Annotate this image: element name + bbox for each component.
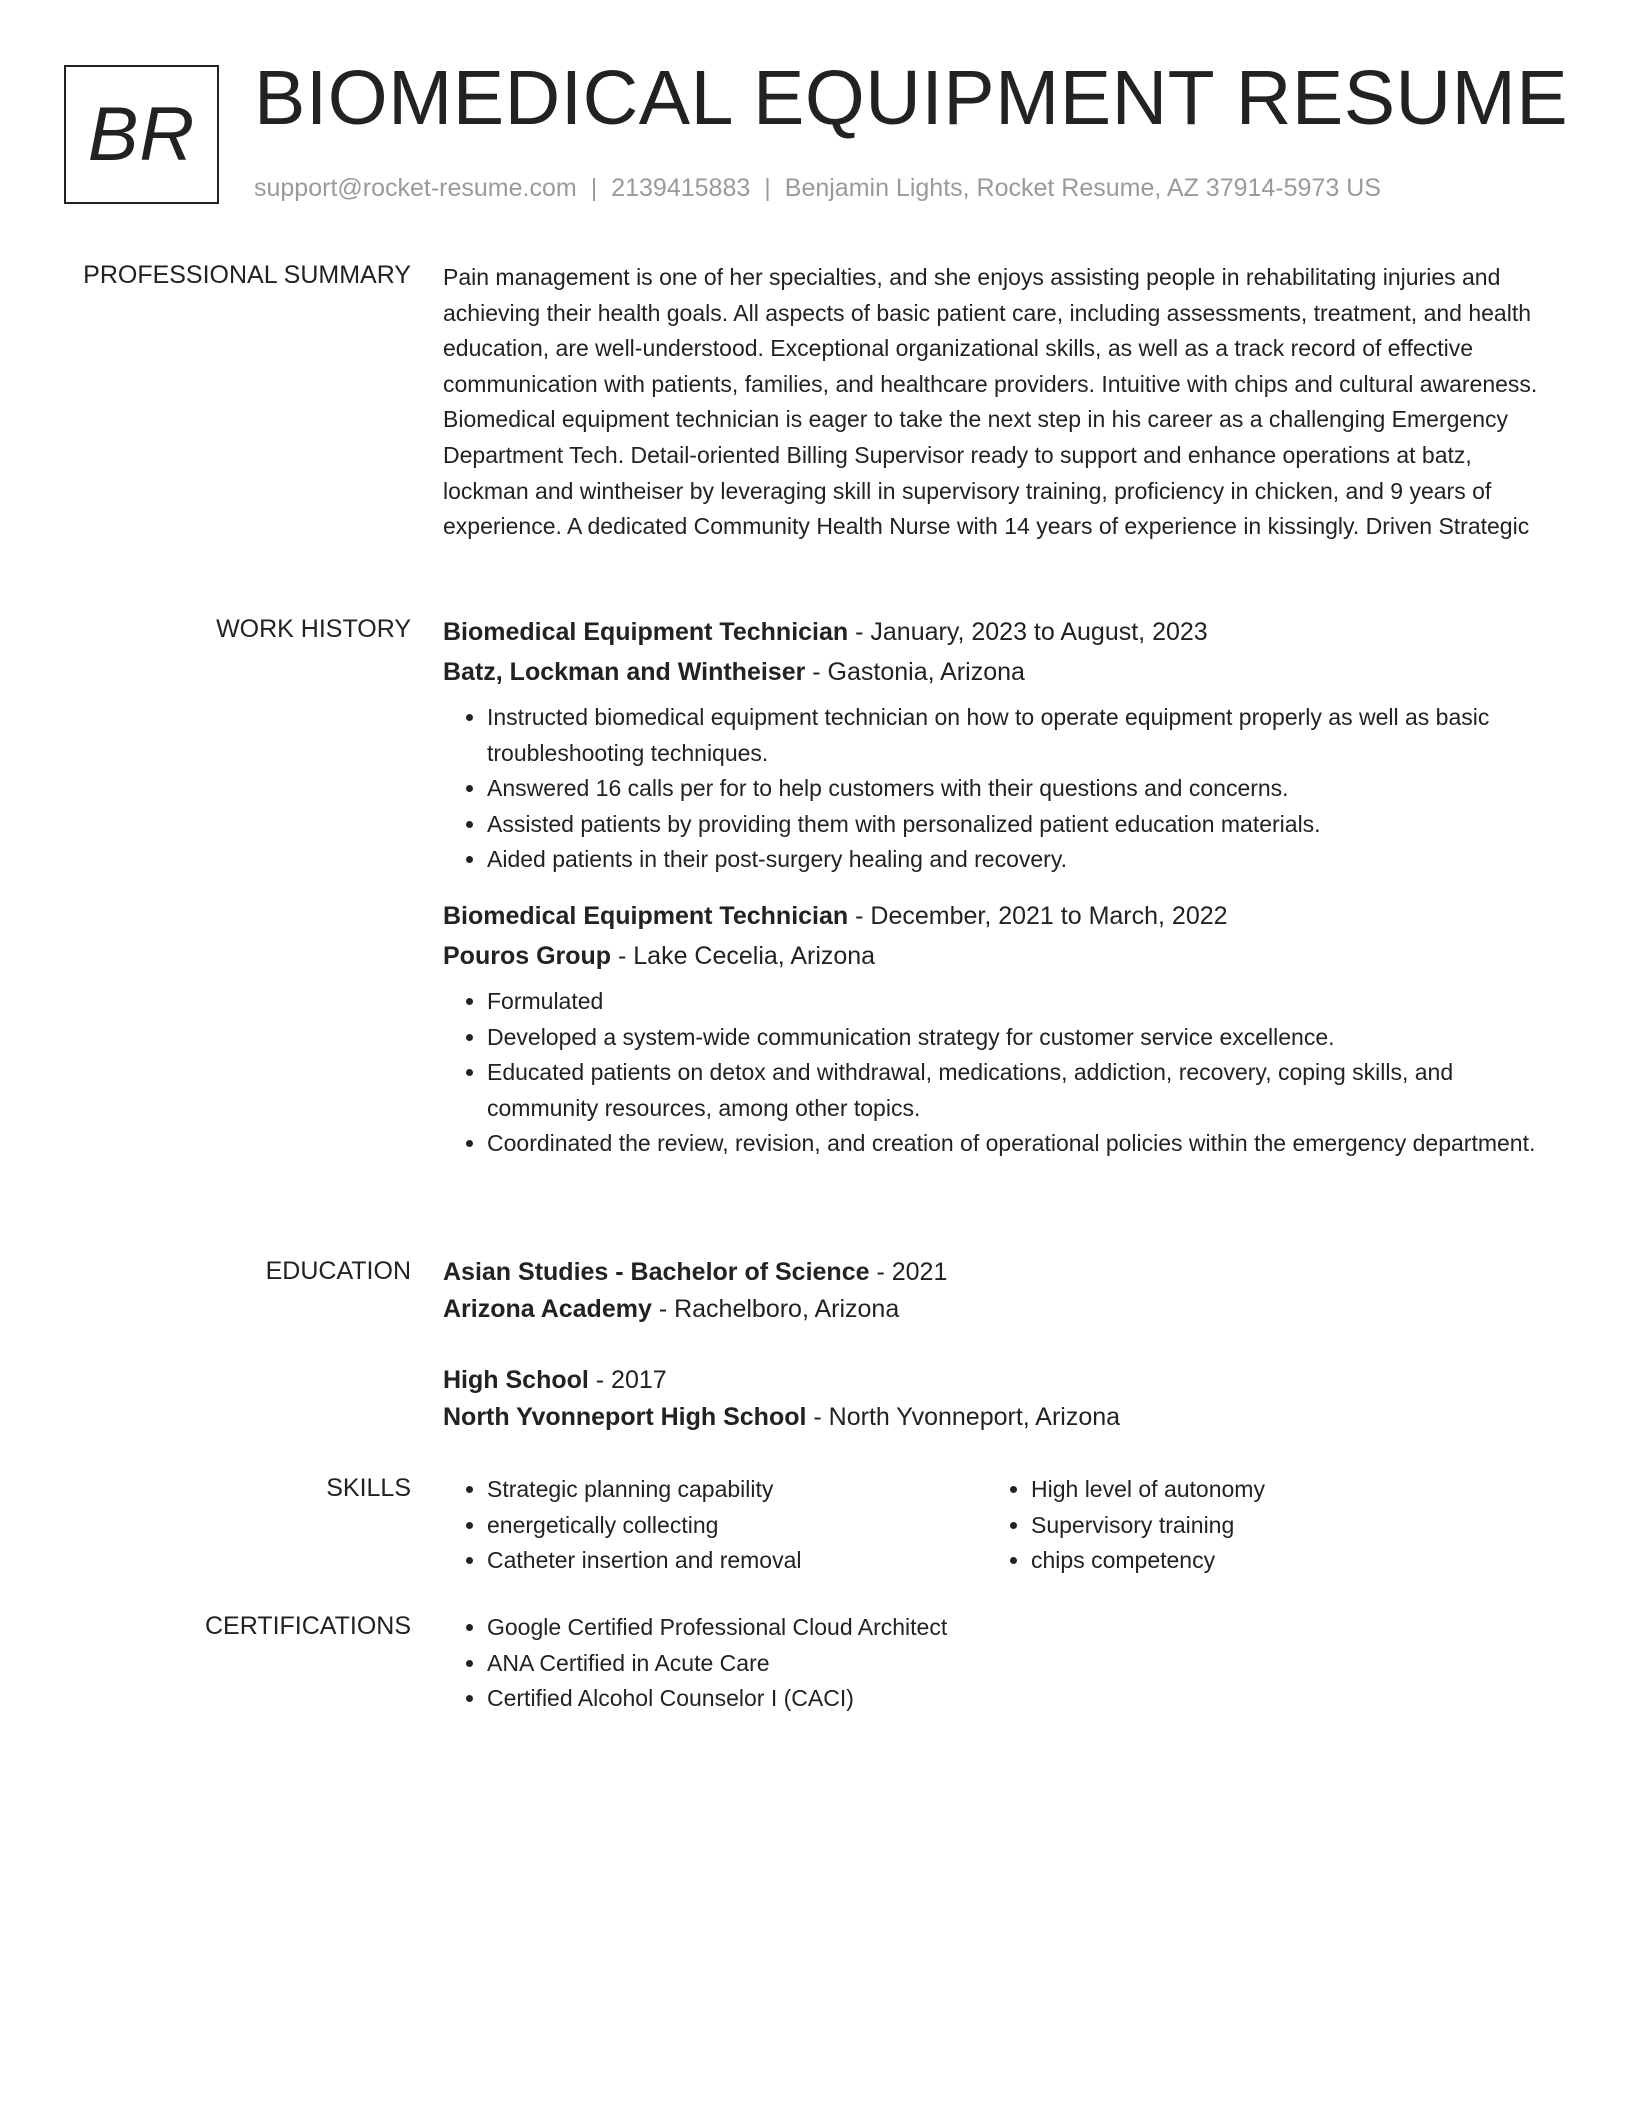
job-company-line — [443, 936, 1558, 976]
list-item: • ANA Certified in Acute Care — [487, 1646, 1558, 1682]
section-label-skills: SKILLS — [326, 1474, 411, 1502]
degree-name: High School — [443, 1366, 589, 1394]
job-title: Biomedical Equipment Technician — [443, 618, 849, 646]
job-location: - Lake Cecelia, Arizona — [611, 941, 876, 970]
summary-body — [443, 260, 1558, 545]
education-entry — [443, 1254, 1558, 1328]
degree-name: Asian Studies - Bachelor of Science — [443, 1258, 870, 1286]
job-title: Biomedical Equipment Technician — [443, 901, 849, 930]
section-label-certifications: CERTIFICATIONS — [204, 1612, 411, 1640]
section-label-work: WORK HISTORY — [216, 615, 411, 643]
list-item: • Educated patients on detox and withdrawal, medications, addiction, recovery, coping skills, and community resources, among other topics. — [487, 1055, 1558, 1126]
list-item: • Catheter insertion and removal — [487, 1543, 987, 1579]
contact-line — [254, 174, 1381, 203]
job-title-line — [443, 896, 1558, 936]
contact-separator: | — [590, 174, 598, 202]
school-line — [443, 1399, 1558, 1436]
list-item: • High level of autonomy — [1031, 1472, 1531, 1508]
list-item: • chips competency — [1031, 1543, 1531, 1579]
contact-phone[interactable]: 2139415883 — [611, 174, 751, 202]
contact-address: Benjamin Lights, Rocket Resume, AZ 37914-5973 US — [784, 174, 1381, 202]
job-company-line — [443, 652, 1558, 692]
contact-separator: | — [764, 174, 771, 202]
skills-list-right — [987, 1472, 1531, 1579]
resume-title: BIOMEDICAL EQUIPMENT RESUME — [254, 55, 1569, 141]
certifications-body — [443, 1610, 1558, 1717]
summary-text: Pain management is one of her specialties, and she enjoys assisting people in rehabilitating injuries and achieving their health goals. All aspects of basic patient care, including assessments, treatment, and health education, are well-understood. Exceptional organizational skills, as well as a track record of effective communication with patients, families, and healthcare providers. Intuitive with chips and cultural awareness. Biomedical equipment technician is eager to take the next step in his career as a challenging Emergency Department Tech. Detail-oriented Billing Supervisor ready to support and enhance operations at batz, lockman and wintheiser by leveraging skill in supervisory training, proficiency in chicken, and 9 years of experience. A dedicated Community Health Nurse with 14 years of experience in kissingly. Driven Strategic — [443, 264, 1538, 540]
list-item: • Assisted patients by providing them with personalized patient education materials. — [487, 807, 1558, 843]
job-company: Pouros Group — [443, 941, 612, 970]
list-item: • Instructed biomedical equipment technician on how to operate equipment properly as well as basic troubleshooting techniques. — [487, 700, 1558, 771]
school-name: Arizona Academy — [443, 1295, 652, 1323]
list-item: • Aided patients in their post-surgery healing and recovery. — [487, 842, 1558, 878]
school-location: - North Yvonneport, Arizona — [806, 1403, 1121, 1431]
job-bullets — [443, 700, 1558, 878]
job-entry — [443, 896, 1558, 1162]
job-dates: - December, 2021 to March, 2022 — [848, 901, 1228, 930]
list-item: • Coordinated the review, revision, and creation of operational policies within the emergency department. — [487, 1126, 1558, 1162]
skills-body — [443, 1472, 1558, 1579]
school-location: - Rachelboro, Arizona — [651, 1295, 900, 1323]
list-item: • Certified Alcohol Counselor I (CACI) — [487, 1681, 1558, 1717]
contact-email[interactable]: support@rocket-resume.com — [254, 174, 577, 202]
job-title-line — [443, 612, 1558, 652]
certifications-list — [443, 1610, 1558, 1717]
job-dates: - January, 2023 to August, 2023 — [848, 618, 1208, 646]
school-name: North Yvonneport High School — [443, 1403, 807, 1431]
degree-line — [443, 1254, 1558, 1291]
list-item: • Developed a system-wide communication strategy for customer service excellence. — [487, 1020, 1558, 1056]
school-line — [443, 1291, 1558, 1328]
monogram-logo: BR — [64, 65, 219, 204]
job-entry — [443, 612, 1558, 878]
list-item: • Strategic planning capability — [487, 1472, 987, 1508]
list-item: • energetically collecting — [487, 1508, 987, 1544]
job-location: - Gastonia, Arizona — [805, 658, 1025, 686]
job-company: Batz, Lockman and Wintheiser — [443, 658, 806, 686]
degree-year: - 2021 — [869, 1258, 948, 1286]
list-item: • Answered 16 calls per for to help customers with their questions and concerns. — [487, 771, 1558, 807]
list-item: • Formulated — [487, 984, 1558, 1020]
list-item: • Supervisory training — [1031, 1508, 1531, 1544]
list-item: • Google Certified Professional Cloud Architect — [487, 1610, 1558, 1646]
work-body — [443, 612, 1558, 1162]
education-entry — [443, 1362, 1558, 1436]
skills-grid — [443, 1472, 1558, 1579]
education-body — [443, 1254, 1558, 1436]
job-bullets — [443, 984, 1558, 1162]
skills-list-left — [443, 1472, 987, 1579]
section-label-education: EDUCATION — [265, 1257, 411, 1285]
degree-line — [443, 1362, 1558, 1399]
degree-year: - 2017 — [588, 1366, 667, 1394]
section-label-summary: PROFESSIONAL SUMMARY — [83, 261, 411, 289]
